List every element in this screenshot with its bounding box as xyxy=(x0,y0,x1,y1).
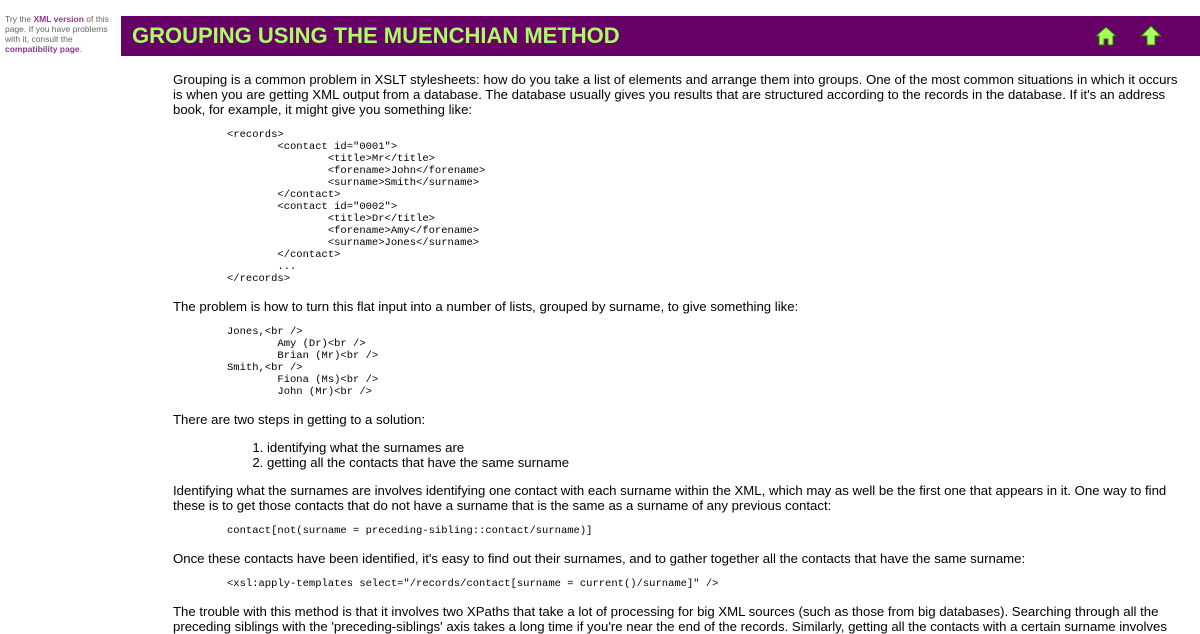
note-text-post: . xyxy=(79,44,82,54)
records-code-block: <records> <contact id="0001"> <title>Mr</title> <forename>John</forename> <surname>Smith</surname> </contact> <contact id="0002"> <title>Dr</title> <forename>Amy</forename> <surname>Jones</surname> </contact> ... </records> xyxy=(227,129,486,285)
xml-version-note xyxy=(5,14,117,54)
xpath-code-block: contact[not(surname = preceding-sibling::contact/surname)] xyxy=(227,525,593,537)
page-title: GROUPING USING THE MUENCHIAN METHOD xyxy=(132,23,620,48)
trouble-paragraph: The trouble with this method is that it involves two XPaths that take a lot of processing for big XML sources (such as those from big databases). Searching through all the preceding siblings with the 'preceding-siblings' axis takes a long time if you're near the end of the records. Similarly, getting all the contacts with a certain surname involves xyxy=(173,604,1167,634)
steps-list xyxy=(173,440,1183,470)
note-text-pre: Try the xyxy=(5,14,34,24)
identifying-paragraph: Identifying what the surnames are involves identifying one contact with each surname within the XML, which may as well be the first one that appears in it. One way to find these is to get those contacts that do not have a surname that is the same as a surname of any previous contact: xyxy=(173,483,1167,513)
title-banner xyxy=(121,16,1200,56)
steps-intro-paragraph: There are two steps in getting to a solution: xyxy=(173,412,426,427)
note-text-mid: of this page. If you have problems with it, consult the xyxy=(5,14,109,44)
xml-version-link[interactable]: XML version xyxy=(33,14,84,24)
compatibility-page-link[interactable]: compatibility page xyxy=(5,44,80,54)
intro-paragraph: Grouping is a common problem in XSLT stylesheets: how do you take a list of elements and arrange them into groups. One of the most common situations in which it occurs is when you are getting XML output from a database. The database usually gives you results that are structured according to the records in the database. If it's an address book, for example, it might give you something like: xyxy=(173,72,1178,117)
step-item: 1. identifying what the surnames are xyxy=(267,440,1183,455)
grouped-output-code-block: Jones,<br /> Amy (Dr)<br /> Brian (Mr)<br /> Smith,<br /> Fiona (Ms)<br /> John (Mr)<br /> xyxy=(227,326,379,398)
step-item: 2. getting all the contacts that have the same surname xyxy=(267,455,1183,470)
apply-templates-code-block: <xsl:apply-templates select="/records/contact[surname = current()/surname]" /> xyxy=(227,578,719,590)
main-content xyxy=(173,72,1183,634)
home-icon[interactable] xyxy=(1095,25,1117,47)
problem-paragraph: The problem is how to turn this flat input into a number of lists, grouped by surname, to give something like: xyxy=(173,299,799,314)
up-arrow-icon[interactable] xyxy=(1140,25,1162,47)
contacts-paragraph: Once these contacts have been identified, it's easy to find out their surnames, and to gather together all the contacts that have the same surname: xyxy=(173,551,1026,566)
